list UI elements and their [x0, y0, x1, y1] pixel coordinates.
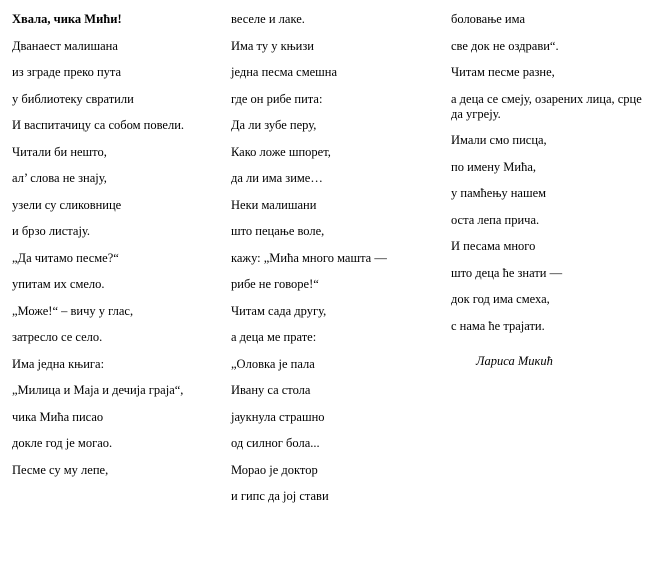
- poem-column-2: [231, 12, 431, 516]
- poem-line: оста лепа прича.: [451, 212, 540, 227]
- poem-line: докле год је могао.: [12, 436, 113, 450]
- poem-line: из зграде преко пута: [12, 65, 122, 79]
- poem-line: Како ложе шпорет,: [231, 144, 331, 159]
- poem-line: и брзо листају.: [12, 224, 91, 238]
- poem-line: „Оловка је пала: [231, 356, 315, 371]
- poem-line: да ли има зиме…: [231, 171, 323, 185]
- poem-line: Има ту у књизи: [231, 38, 315, 53]
- poem-line: И песама много: [451, 239, 536, 253]
- poem-line: затресло се село.: [12, 330, 103, 344]
- poem-line: упитам их смело.: [12, 277, 105, 291]
- poem-line: све док не оздрави“.: [451, 38, 559, 53]
- poem-line: јаукнула страшно: [231, 409, 325, 424]
- poem-line: „Да читамо песме?“: [12, 250, 119, 265]
- poem-line: кажу: „Мића много машта —: [231, 250, 387, 265]
- poem-line: по имену Мића,: [451, 159, 537, 174]
- column-1-lines: [12, 39, 212, 478]
- poem-line: Читам сада другу,: [231, 303, 327, 318]
- poem-line: Читам песме разне,: [451, 65, 555, 79]
- poem-line: у памћењу нашем: [451, 186, 547, 200]
- poem-line: узели су сликовнице: [12, 197, 122, 212]
- poem-line: Морао је доктор: [231, 462, 318, 477]
- poem-line: и гипс да јој стави: [231, 489, 329, 503]
- poem-line: ал’ слова не знају,: [12, 171, 107, 185]
- poem-line: што пецање воле,: [231, 224, 325, 238]
- column-3-lines: [451, 12, 656, 334]
- poem-line: веселе и лаке.: [231, 12, 305, 26]
- poem-line: а деца се смеју, озарених лица, срце да угреју.: [451, 91, 642, 121]
- poem-line: рибе не говоре!“: [231, 277, 319, 291]
- poem-line: док год има смеха,: [451, 292, 550, 306]
- poem-line: Имали смо писца,: [451, 133, 547, 147]
- poem-column-1: [12, 12, 212, 489]
- poem-line: од силног бола...: [231, 436, 320, 450]
- poem-line: а деца ме прате:: [231, 330, 317, 344]
- poem-line: чика Мића писао: [12, 409, 104, 424]
- author-signature: Лариса Микић: [476, 353, 553, 368]
- poem-line: Неки малишани: [231, 197, 317, 212]
- poem-line: Да ли зубе перу,: [231, 118, 317, 132]
- column-2-lines: [231, 12, 431, 504]
- poem-line: једна песма смешна: [231, 65, 338, 79]
- poem-line: Песме су му лепе,: [12, 462, 109, 477]
- poem-line: Ивану са стола: [231, 383, 311, 397]
- poem-title: Хвала, чика Мићи!: [12, 12, 122, 26]
- poem-line: што деца ће знати —: [451, 265, 563, 280]
- poem-column-3: [451, 12, 656, 380]
- poem-line: где он рибе пита:: [231, 91, 323, 106]
- poem-line: Има једна књига:: [12, 356, 105, 371]
- poem-line: „Милица и Маја и дечија граја“,: [12, 383, 184, 397]
- poem-line: у библиотеку свратили: [12, 91, 134, 106]
- poem-line: Дванаест малишана: [12, 38, 118, 53]
- poem-line: с нама ће трајати.: [451, 318, 545, 333]
- poem-line: Читали би нешто,: [12, 144, 107, 159]
- poem-line: боловање има: [451, 12, 525, 26]
- poem-line: И васпитачицу са собом повели.: [12, 118, 185, 132]
- poem-line: „Може!“ – вичу у глас,: [12, 303, 134, 318]
